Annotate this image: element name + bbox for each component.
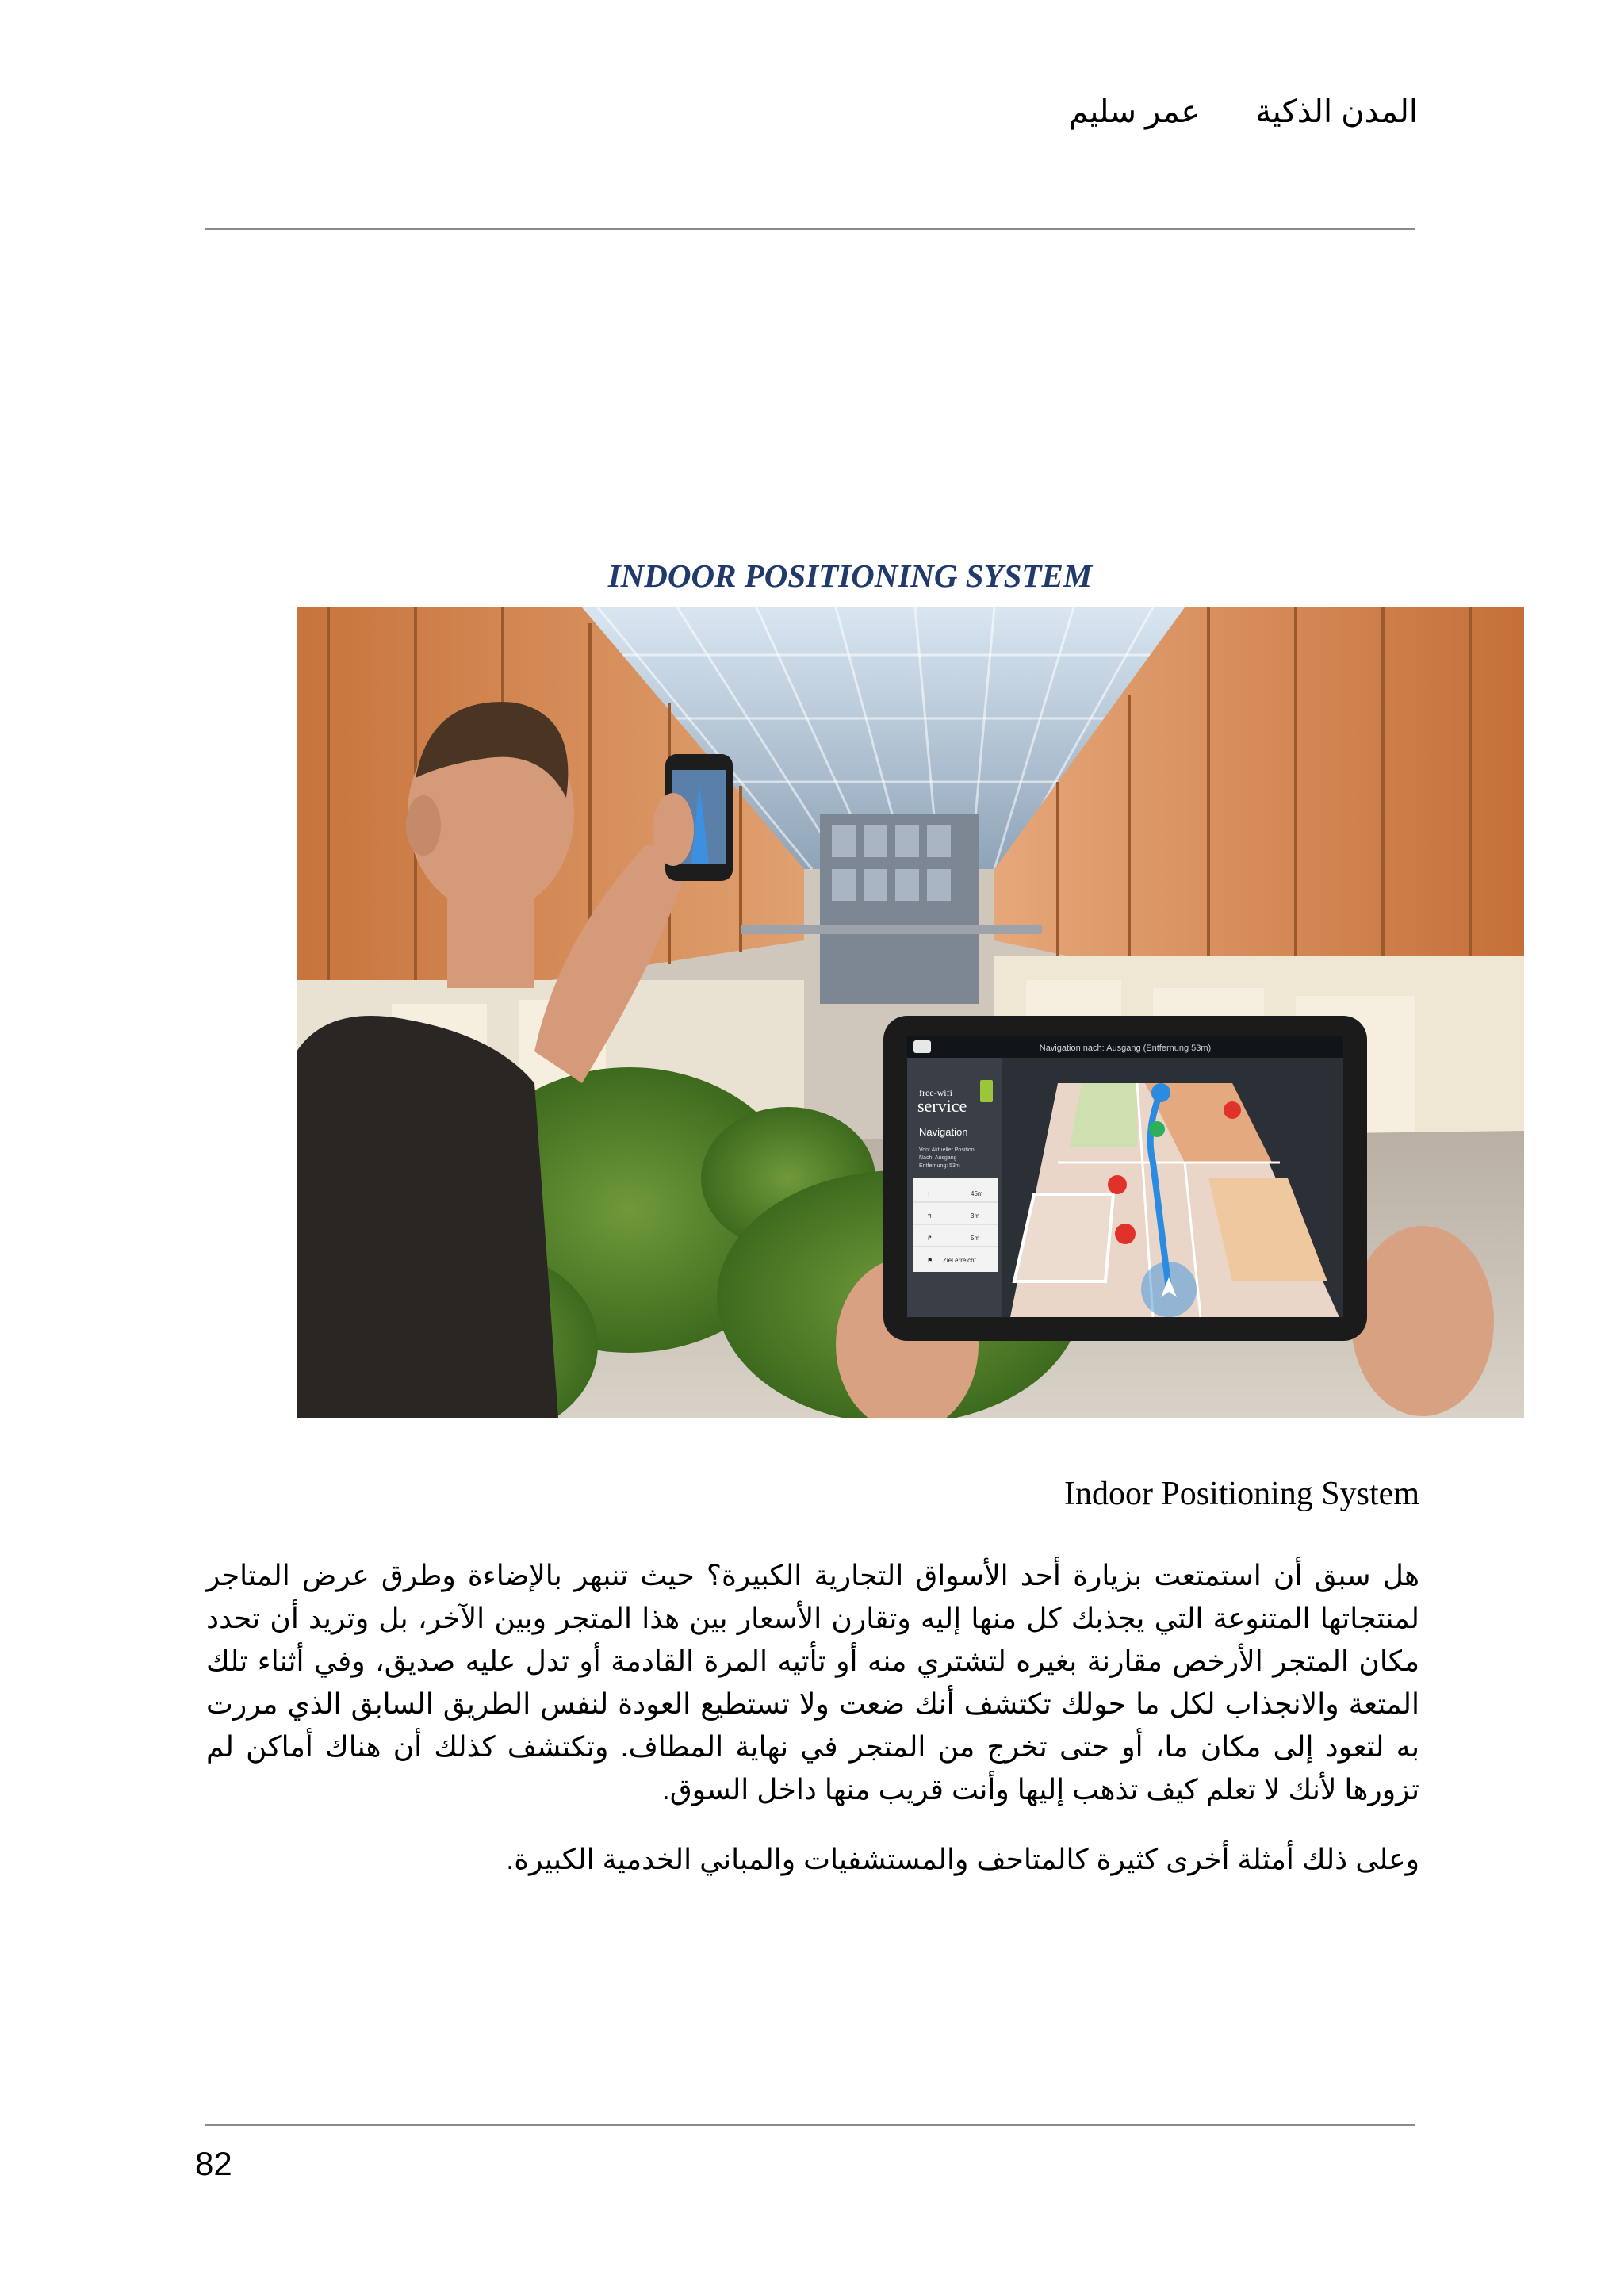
step-turn-left-icon: ↰	[927, 1212, 933, 1220]
tablet-step-2: 3m	[971, 1212, 980, 1220]
page-number: 82	[195, 2145, 232, 2182]
step-walk-icon: ⚑	[927, 1257, 933, 1264]
tablet-brand-small: free-wifi	[919, 1087, 952, 1098]
figure-caption: Indoor Positioning System	[1063, 1476, 1419, 1512]
running-header	[1069, 94, 1418, 130]
tablet-step-3: 5m	[971, 1235, 980, 1242]
paragraph-1: هل سبق أن استمتعت بزيارة أحد الأسواق التجارية الكبيرة؟ حيث تنبهر بالإضاءة وطرق عرض المتاجر لمنتجاتها المتنوعة التي يجذبك كل منها إليه وتقارن الأسعار بين هذا المتجر وبين الآخر، بل وتريد أن تحدد مكان المتجر الأرخص مقارنة بغيره لتشتري منه أو تأتيه المرة القادمة أو تدل عليه صديق، وفي أثناء تلك المتعة والانجذاب لكل ما حولك تكتشف أنك ضعت ولا تستطيع العودة لنفس الطريق السابق الذي مررت به لتعود إلى مكان ما، أو حتى تخرج من المتجر في نهاية المطاف. وتكتشف كذلك أن هناك أماكن لم تزورها لأنك لا تعلم كيف تذهب إليها وأنت قريب منها داخل السوق.	[206, 1559, 1419, 1806]
tablet-step-1: 45m	[971, 1190, 983, 1197]
tablet-step-4: Ziel erreicht	[943, 1257, 976, 1264]
footer-divider	[205, 2124, 1415, 2126]
book-title: المدن الذكية	[1255, 94, 1418, 129]
figure-title: INDOOR POSITIONING SYSTEM	[607, 557, 1093, 594]
tablet-nav-distance: Entfernung: 53m	[919, 1163, 960, 1169]
author-name: عمر سليم	[1068, 94, 1201, 129]
header-divider	[205, 228, 1415, 230]
tablet-header-text: Navigation nach: Ausgang (Entfernung 53m)	[1039, 1044, 1212, 1053]
tablet-brand-large: service	[917, 1096, 967, 1116]
mall-navigation-photo	[297, 607, 1524, 1418]
body-text	[206, 1554, 1419, 1908]
step-turn-right-icon: ↱	[927, 1235, 933, 1242]
tablet-nav-title: Navigation	[919, 1126, 968, 1138]
step-arrow-icon: ↑	[927, 1190, 930, 1197]
tablet-nav-from: Von: Aktueller Position	[919, 1147, 975, 1153]
paragraph-2: وعلى ذلك أمثلة أخرى كثيرة كالمتاحف والمستشفيات والمباني الخدمية الكبيرة.	[506, 1843, 1419, 1875]
tablet-nav-to: Nach: Ausgang	[919, 1155, 957, 1161]
